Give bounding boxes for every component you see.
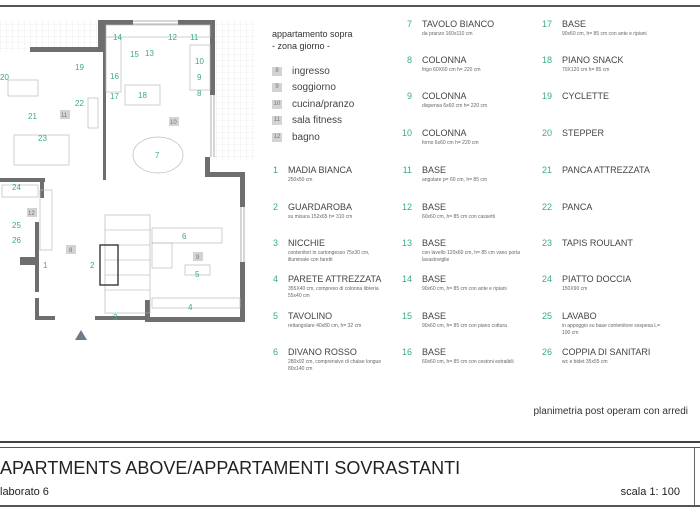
legend-heading-line1: appartamento sopra: [272, 29, 353, 39]
furniture-number: 25: [541, 311, 552, 321]
svg-text:3: 3: [113, 313, 118, 322]
svg-text:10: 10: [170, 120, 177, 126]
furniture-title: BASE: [422, 274, 447, 284]
furniture-title: COPPIA DI SANITARI: [562, 347, 651, 357]
room-badge: 11: [273, 117, 281, 124]
furniture-number: 20: [541, 128, 552, 138]
furniture-title: COLONNA: [422, 55, 467, 65]
room-item: [272, 113, 354, 130]
svg-text:22: 22: [75, 99, 84, 108]
room-badge: 10: [273, 100, 281, 107]
furniture-title: TAVOLO BIANCO: [422, 19, 495, 29]
furniture-title: COLONNA: [422, 91, 467, 101]
room-badge: 12: [273, 133, 281, 140]
furniture-title: MADIA BIANCA: [288, 165, 353, 175]
furniture-desc: frigo 60X60 cm h= 220 cm: [422, 67, 481, 73]
room-label: bagno: [292, 131, 320, 143]
furniture-title: PIANO SNACK: [562, 55, 624, 65]
top-border-line: [0, 5, 700, 7]
furniture-title: PANCA: [562, 202, 593, 212]
furniture-number: 22: [541, 202, 552, 212]
title-block-title: APARTMENTS ABOVE/APPARTAMENTI SOVRASTANTI: [0, 458, 461, 478]
room-badge: 8: [272, 67, 282, 76]
furniture-desc: wc e bidet 35x55 cm: [562, 359, 608, 365]
furniture-title: TAVOLINO: [288, 311, 333, 321]
furniture-title: CYCLETTE: [562, 91, 610, 101]
svg-text:26: 26: [12, 236, 21, 245]
furniture-desc: con lavello 120x60 cm, h= 85 cm vano porta lavastoviglie: [422, 250, 520, 263]
svg-text:9: 9: [197, 73, 202, 82]
furniture-number: 5: [272, 311, 278, 321]
furniture-title: LAVABO: [562, 311, 597, 321]
svg-text:2: 2: [90, 261, 95, 270]
furniture-desc: 355X40 cm, compreso di colonna libreria 55x40 cm: [288, 286, 379, 299]
room-item: [272, 63, 354, 80]
furniture-desc: 150X90 cm: [562, 286, 588, 292]
furniture-number: 3: [272, 238, 278, 248]
legend-heading-line2: - zona giorno -: [272, 41, 331, 51]
svg-text:8: 8: [69, 248, 73, 254]
svg-text:24: 24: [12, 183, 21, 192]
svg-text:9: 9: [196, 255, 200, 261]
furniture-number: 13: [401, 238, 412, 248]
furniture-number: 17: [541, 19, 552, 29]
furniture-desc: 280x92 cm, comprensivo di chaise longue 80x140 cm: [288, 359, 382, 372]
furniture-desc: 60x60 cm, h= 85 cm con cassetti: [422, 214, 495, 220]
furniture-title: BASE: [422, 202, 447, 212]
furniture-number: 26: [541, 347, 552, 357]
furniture-number: 15: [401, 311, 412, 321]
divider-line: [0, 505, 700, 507]
furniture-title: COLONNA: [422, 128, 467, 138]
floor-plan: [0, 15, 260, 345]
furniture-desc: 60x60 cm, h= 85 cm con cestoni estraibili: [422, 359, 514, 365]
furniture-desc: 70X120 cm h= 85 cm: [562, 67, 610, 73]
svg-text:7: 7: [155, 151, 160, 160]
furniture-title: TAPIS ROULANT: [562, 238, 633, 248]
svg-text:1: 1: [43, 261, 48, 270]
furniture-number: 14: [401, 274, 412, 284]
furniture-title: BASE: [422, 347, 447, 357]
furniture-desc: in appoggio su base contenitore sospesa L= 100 cm: [562, 323, 660, 336]
title-block-subtitle: laborato 6: [0, 486, 49, 498]
furniture-title: BASE: [422, 165, 447, 175]
room-item: [272, 129, 354, 146]
furniture-title: STEPPER: [562, 128, 605, 138]
svg-text:19: 19: [75, 63, 84, 72]
furniture-number: 7: [406, 19, 412, 29]
furniture-number: 12: [401, 202, 412, 212]
title-block-scale: scala 1: 100: [620, 486, 680, 498]
furniture-desc: rettangolare 40x80 cm, h= 32 cm: [288, 323, 362, 329]
furniture-number: 23: [541, 238, 552, 248]
furniture-desc: 90x60 cm, h= 85 cm con piano cottura: [422, 323, 507, 329]
furniture-desc: su misura 152x65 h= 310 cm: [288, 214, 353, 220]
furniture-desc: dispensa 6x60 cm h= 220 cm: [422, 103, 488, 109]
furniture-number: 11: [402, 165, 412, 175]
room-legend: [272, 63, 354, 146]
furniture-title: PIATTO DOCCIA: [562, 274, 632, 284]
furniture-title: BASE: [562, 19, 587, 29]
divider-line: [0, 441, 700, 443]
furniture-number: 24: [541, 274, 552, 284]
furniture-desc: 90x60 cm, h= 85 cm con ante e ripiani: [422, 286, 507, 292]
svg-text:5: 5: [195, 270, 200, 279]
room-label: soggiorno: [292, 82, 336, 94]
room-item: [272, 80, 354, 97]
room-item: [272, 96, 354, 113]
room-label: cucina/pranzo: [292, 98, 355, 110]
furniture-desc: forno 6x60 cm h= 220 cm: [422, 140, 479, 146]
furniture-number: 9: [406, 91, 412, 101]
furniture-number: 2: [272, 202, 278, 212]
svg-text:25: 25: [12, 221, 21, 230]
furniture-number: 1: [272, 165, 278, 175]
room-label: ingresso: [292, 65, 330, 77]
furniture-title: PANCA ATTREZZATA: [562, 165, 650, 175]
svg-text:21: 21: [28, 112, 37, 121]
room-label: sala fitness: [292, 115, 343, 127]
furniture-desc: contenitori in cartongesso 75x30 cm, illuminate con faretti: [288, 250, 370, 263]
furniture-number: 8: [406, 55, 412, 65]
svg-text:10: 10: [195, 57, 204, 66]
furniture-title: GUARDAROBA: [288, 202, 353, 212]
svg-text:16: 16: [110, 72, 119, 81]
svg-text:13: 13: [145, 49, 154, 58]
svg-text:6: 6: [182, 232, 187, 241]
svg-text:11: 11: [190, 33, 199, 42]
furniture-desc: 90x60 cm, h= 85 cm con ante e ripiani: [562, 31, 647, 37]
legend-heading: [272, 28, 353, 52]
svg-text:8: 8: [197, 89, 202, 98]
furniture-number: 10: [401, 128, 412, 138]
furniture-title: BASE: [422, 238, 447, 248]
svg-text:4: 4: [188, 303, 193, 312]
svg-text:20: 20: [0, 73, 9, 82]
furniture-desc: angolare p= 60 cm, h= 85 cm: [422, 177, 488, 183]
furniture-number: 4: [272, 274, 278, 284]
svg-text:12: 12: [28, 211, 35, 217]
furniture-number: 16: [401, 347, 412, 357]
furniture-desc: 250x50 cm: [288, 177, 313, 183]
furniture-number: 18: [541, 55, 552, 65]
room-badge: 9: [272, 83, 282, 92]
furniture-title: PARETE ATTREZZATA: [288, 274, 382, 284]
svg-text:14: 14: [113, 33, 122, 42]
furniture-title: BASE: [422, 311, 447, 321]
drawing-caption: planimetria post operam con arredi: [533, 406, 688, 417]
furniture-desc: da pranzo 160x110 cm: [422, 31, 473, 37]
furniture-number: 6: [272, 347, 278, 357]
svg-text:17: 17: [110, 92, 119, 101]
svg-text:11: 11: [61, 113, 68, 119]
furniture-number: 21: [541, 165, 552, 175]
svg-text:15: 15: [130, 50, 139, 59]
svg-text:18: 18: [138, 91, 147, 100]
svg-text:12: 12: [168, 33, 177, 42]
furniture-title: NICCHIE: [288, 238, 326, 248]
svg-text:23: 23: [38, 134, 47, 143]
furniture-title: DIVANO ROSSO: [288, 347, 357, 357]
furniture-number: 19: [541, 91, 552, 101]
